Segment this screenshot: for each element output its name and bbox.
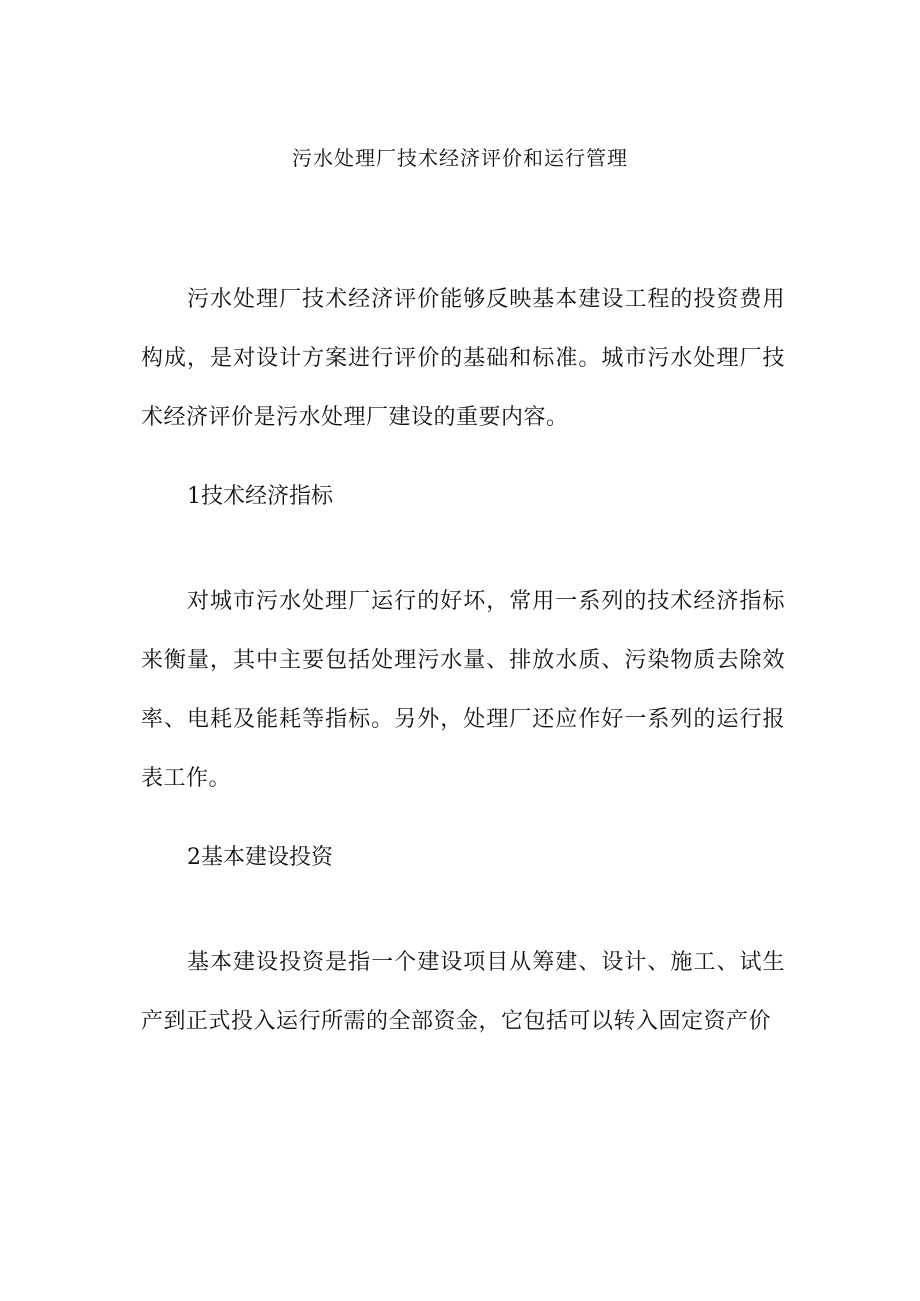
section-heading-technical-indicators: 1技术经济指标 xyxy=(187,484,333,509)
technical-indicators-paragraph: 对城市污水处理厂运行的好坏，常用一系列的技术经济指标来衡量，其中主要包括处理污水量、排放水质、污染物质去除效率、电耗及能耗等指标。另外，处理厂还应作好一系列的运行报表工作。 xyxy=(141,589,785,791)
document-body xyxy=(141,270,785,1051)
section-heading-capital-investment: 2基本建设投资 xyxy=(187,845,333,870)
document-title: 污水处理厂技术经济评价和运行管理 xyxy=(292,146,628,170)
intro-paragraph: 污水处理厂技术经济评价能够反映基本建设工程的投资费用构成，是对设计方案进行评价的基础和标准。城市污水处理厂技术经济评价是污水处理厂建设的重要内容。 xyxy=(141,287,785,430)
capital-investment-paragraph: 基本建设投资是指一个建设项目从筹建、设计、施工、试生产到正式投入运行所需的全部资金，它包括可以转入固定资产价 xyxy=(141,950,785,1034)
